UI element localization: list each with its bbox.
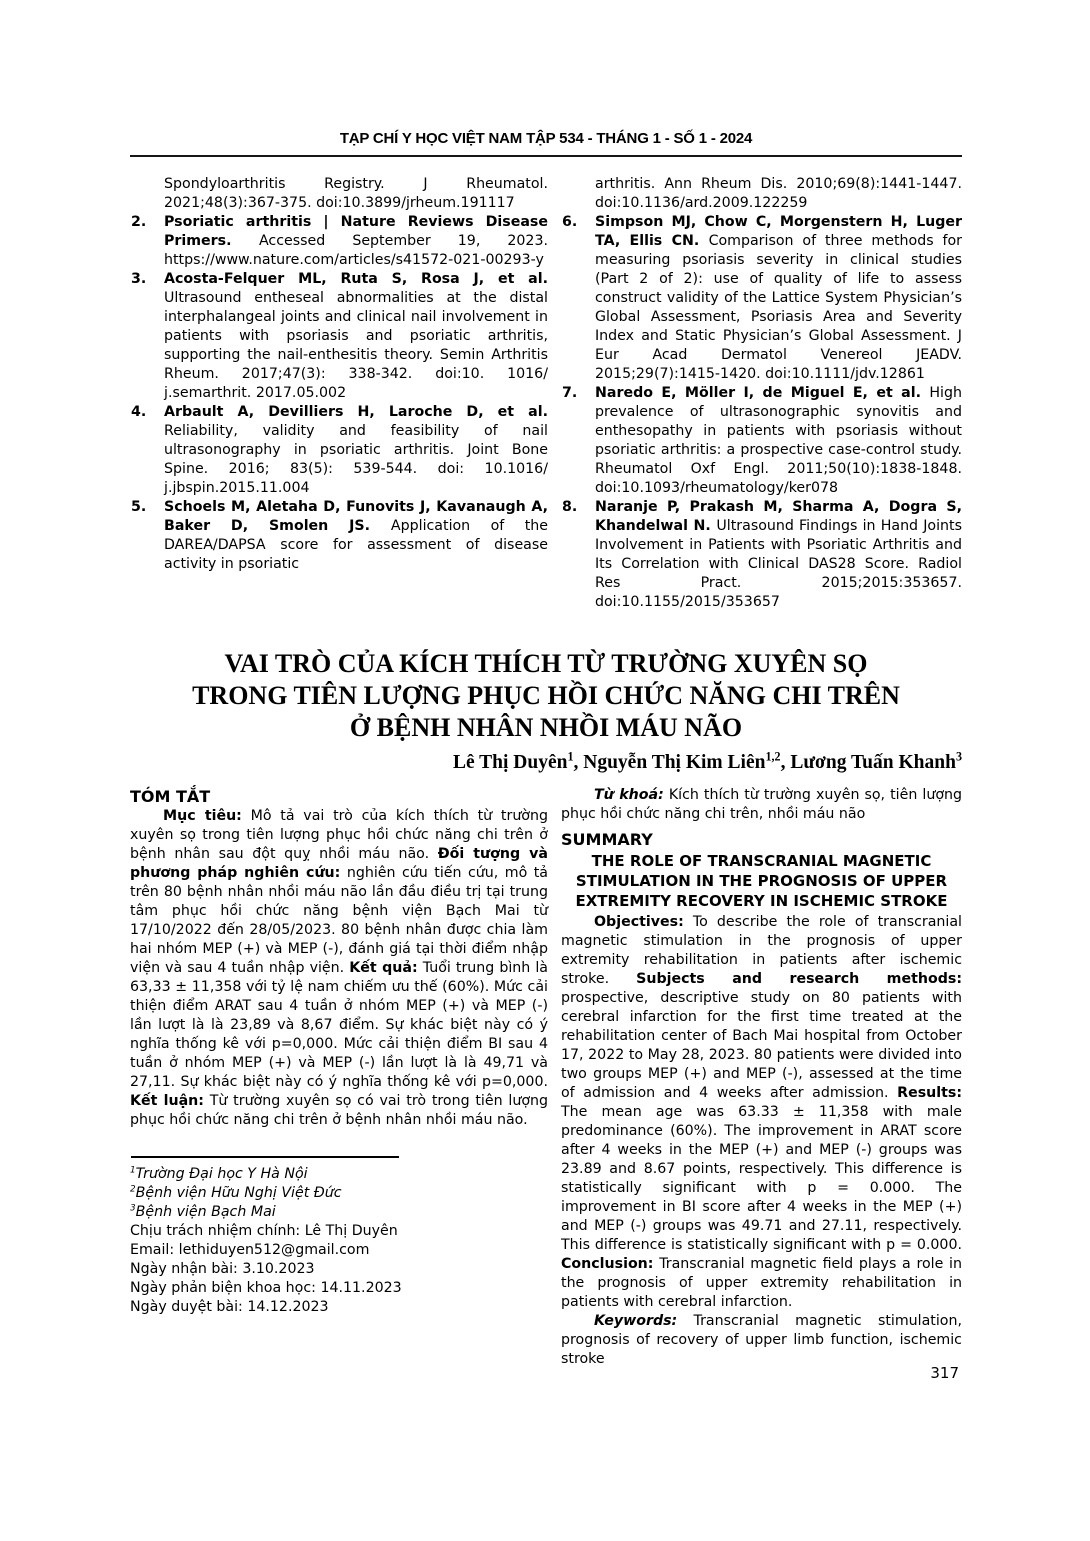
reference-item [130,403,548,498]
article-title [130,648,962,744]
reference-number: 8. [562,499,578,515]
reference-text: Ultrasound entheseal abnormalities at the distal interphalangeal joints and clinical nail involvement in patients with psoriasis and psoriatic arthritis, supporting the nail-enthesitis theory. Semin Arthritis Rheum. 2017;47(3): 338-342. doi:10. 1016/ j.semarthrit. 2017.05.002 [164,290,548,401]
reference-number: 4. [131,404,147,420]
text-run: 3 [955,749,962,764]
reference-authors: Psoriatic arthritis | Nature Reviews Disease Primers. [164,214,548,249]
text-run: , Nguyễn Thị Kim Liên [573,752,766,773]
title-line: Ở BỆNH NHÂN NHỒI MÁU NÃO [349,713,743,742]
reference-authors: Naredo E, Möller I, de Miguel E, et al. [595,385,930,401]
footnote-superscript: 2 [130,1184,136,1195]
reference-number: 7. [562,385,578,401]
reference-authors: Schoels M, Aletaha D, Funovits J, Kavanaugh A, Baker D, Smolen JS. [164,499,548,534]
footnote-line: Ngày duyệt bài: 14.12.2023 [130,1299,329,1315]
reference-item [561,175,962,213]
abstract-body [130,807,548,1130]
text-run: Results: [897,1085,962,1101]
text-run: Tuổi trung bình là 63,33 ± 11,358 với tỷ lệ nam chiếm ưu thế (60%). Mức cải thiện điểm ARAT sau 4 tuần ở nhóm MEP (+) và MEP (-) lần lượt là là 23,89 và 8,67 điểm. Sự khác biệt này có ý nghĩa thống kê với p=0,000. Mức cải thiện điểm BI sau 4 tuần ở nhóm MEP (+) và MEP (-) lần lượt là là 49,71 và 27,11. Sự khác biệt này có ý nghĩa thống kê với p=0,000. [130,960,548,1090]
header-rule [130,155,962,157]
keywords-vi [561,786,962,824]
reference-number: 3. [131,271,147,287]
text-run: Đối tượng và phương pháp nghiên cứu: [130,846,548,881]
footnote-separator [131,1156,399,1158]
text-run: prospective, descriptive study on 80 patients with cerebral infarction for the first time treated at the rehabilitation center of Bach Mai hospital from October 17, 2022 to May 28, 2023. 80 patients were divided into two groups MEP (+) and MEP (-), assessed at the time of admission and 4 weeks after admission. [561,990,962,1101]
reference-number: 2. [131,214,147,230]
text-run: Mục tiêu: [163,808,242,824]
summary-title [561,851,962,911]
reference-item [561,498,962,612]
text-run: Conclusion: [561,1256,654,1272]
title-line: VAI TRÒ CỦA KÍCH THÍCH TỪ TRƯỜNG XUYÊN SỌ [224,649,868,678]
reference-authors: Naranje P, Prakash M, Sharma A, Dogra S, Khandelwal N. [595,499,962,534]
footnote-line: Ngày phản biện khoa học: 14.11.2023 [130,1280,402,1296]
summary-column [561,786,962,1369]
reference-authors: Acosta-Felquer ML, Ruta S, Rosa J, et al. [164,271,548,287]
footnote-line: Chịu trách nhiệm chính: Lê Thị Duyên [130,1223,398,1239]
text-run: nghiên cứu tiến cứu, mô tả trên 80 bệnh nhân nhồi máu não lần đầu điều trị tại trung tâm phục hồi chức năng bệnh viện Bạch Mai từ 17/10/2022 đến 28/05/2023. 80 bệnh nhân được chia làm hai nhóm MEP (+) và MEP (-), đánh giá tại thời điểm nhập viện và sau 4 tuần nhập viện. [130,865,549,976]
text-run: Kết quả: [349,960,418,976]
text-run: The mean age was 63.33 ± 11,358 with male predominance (60%). The improvement in ARAT score after 4 weeks in the MEP (+) and MEP (-) groups was 23.89 and 8.67 points, respectively. This difference is statistically significant with p = 0.000. The improvement in BI score after 4 weeks in the MEP (+) and MEP (-) groups was 49.71 and 27.11, respectively. This difference is statistically significant with p = 0.000. [561,1104,962,1253]
reference-item [561,384,962,498]
reference-text: Ultrasound Findings in Hand Joints Involvement in Patients with Psoriatic Arthritis and Its Correlation with Clinical DAS28 Score. Radiol Res Pract. 2015;2015:353657. doi:10.1155/2015/353657 [595,518,962,610]
reference-text: Comparison of three methods for measuring psoriasis severity in clinical studies (Part 2 of 2): use of quality of life to assess construct validity of the Lattice System Physician’s Global Assessment, Psoriasis Area and Severity Index and Static Physician’s Global Assessment. J Eur Acad Dermatol Venereol JEADV. 2015;29(7):1415-1420. doi:10.1111/jdv.12861 [595,233,962,382]
title-line: EXTREMITY RECOVERY IN ISCHEMIC STROKE [575,892,948,910]
reference-item [561,213,962,384]
text-run: Kích thích từ trường xuyên sọ, tiên lượng phục hồi chức năng chi trên, nhồi máu não [561,787,962,822]
summary-heading: SUMMARY [561,830,653,849]
reference-text: Accessed September 19, 2023. https://www.nature.com/articles/s41572-021-00293-y [164,233,548,268]
reference-item [130,175,548,213]
references-section [130,175,962,612]
article-body [130,786,962,1369]
reference-item [130,213,548,270]
footnote-superscript: 3 [130,1203,136,1214]
text-run: Lê Thị Duyên [452,752,568,773]
text-run: 1,2 [765,749,781,764]
title-line: TRONG TIÊN LƯỢNG PHỤC HỒI CHỨC NĂNG CHI TRÊN [192,681,900,710]
footnote-line: $^1$Trường Đại học Y Hà Nội [130,1165,308,1182]
reference-item [130,270,548,403]
page-number: 317 [930,1364,959,1382]
title-line: STIMULATION IN THE PROGNOSIS OF UPPER [575,872,948,890]
journal-header-line: TẠP CHÍ Y HỌC VIỆT NAM TẬP 534 - THÁNG 1 - SỐ 1 - 2024 [339,130,753,147]
reference-text: Application of the DAREA/DAPSA score for assessment of disease activity in psoriatic [164,518,548,572]
footnote-line: Email: lethiduyen512@gmail.com [130,1242,370,1258]
text-run: Objectives: [594,914,684,930]
references-right-column [561,175,962,612]
footnote-line: $^2$Bệnh viện Hữu Nghị Việt Đức [130,1184,342,1201]
summary-body [561,913,962,1312]
text-run: To describe the role of transcranial magnetic stimulation in the prognosis of upper extremity rehabilitation in patients after ischemic stroke. [561,914,962,987]
reference-text: High prevalence of ultrasonographic synovitis and enthesopathy in patients with psoriasis without psoriatic arthritis: a prospective case-control study. Rheumatol Oxf Engl. 2011;50(10):1838-1848. doi:10.1093/rheumatology/ker078 [595,385,962,496]
footnote-line: $^3$Bệnh viện Bạch Mai [130,1203,276,1220]
reference-number: 6. [562,214,578,230]
reference-text: Reliability, validity and feasibility of nail ultrasonography in psoriatic arthritis. Joint Bone Spine. 2016; 83(5): 539-544. doi: 10.1016/ j.jbspin.2015.11.004 [164,423,548,496]
text-run: Mô tả vai trò của kích thích từ trường xuyên sọ trong tiên lượng phục hồi chức năng chi trên ở bệnh nhân sau đột quỵ nhồi máu não. [130,808,548,862]
footnote-superscript: 1 [130,1165,136,1176]
text-run: , Lương Tuấn Khanh [780,752,956,773]
reference-text: arthritis. Ann Rheum Dis. 2010;69(8):1441-1447. doi:10.1136/ard.2009.122259 [595,176,962,211]
authors-line [130,750,962,776]
text-run: Transcranial magnetic field plays a role in the prognosis of upper extremity rehabilitation in patients with cerebral infarction. [561,1256,962,1310]
reference-item [130,498,548,574]
abstract-heading: TÓM TẮT [130,787,211,806]
reference-authors: Simpson MJ, Chow C, Morgenstern H, Luger TA, Ellis CN. [595,214,962,249]
title-line: THE ROLE OF TRANSCRANIAL MAGNETIC [591,852,932,870]
keywords-en [561,1312,962,1369]
text-run: Keywords: [594,1313,678,1329]
text-run: Transcranial magnetic stimulation, prognosis of recovery of upper limb function, ischemic stroke [561,1313,962,1367]
footnote-line: Ngày nhận bài: 3.10.2023 [130,1261,315,1277]
reference-text: Spondyloarthritis Registry. J Rheumatol. 2021;48(3):367-375. doi:10.3899/jrheum.191117 [164,176,548,211]
abstract-column [130,786,548,1369]
text-run: Subjects and research methods: [636,971,962,987]
footnotes-block [130,1165,548,1317]
reference-number: 5. [131,499,147,515]
reference-authors: Arbault A, Devilliers H, Laroche D, et al. [164,404,548,420]
text-run: Từ khoá: [594,787,664,803]
references-left-column [130,175,548,612]
text-run: Kết luận: [130,1093,204,1109]
text-run: Từ trường xuyên sọ có vai trò trong tiên lượng phục hồi chức năng chi trên ở bệnh nhân nhồi máu não. [130,1093,548,1128]
text-run: 1 [567,749,574,764]
